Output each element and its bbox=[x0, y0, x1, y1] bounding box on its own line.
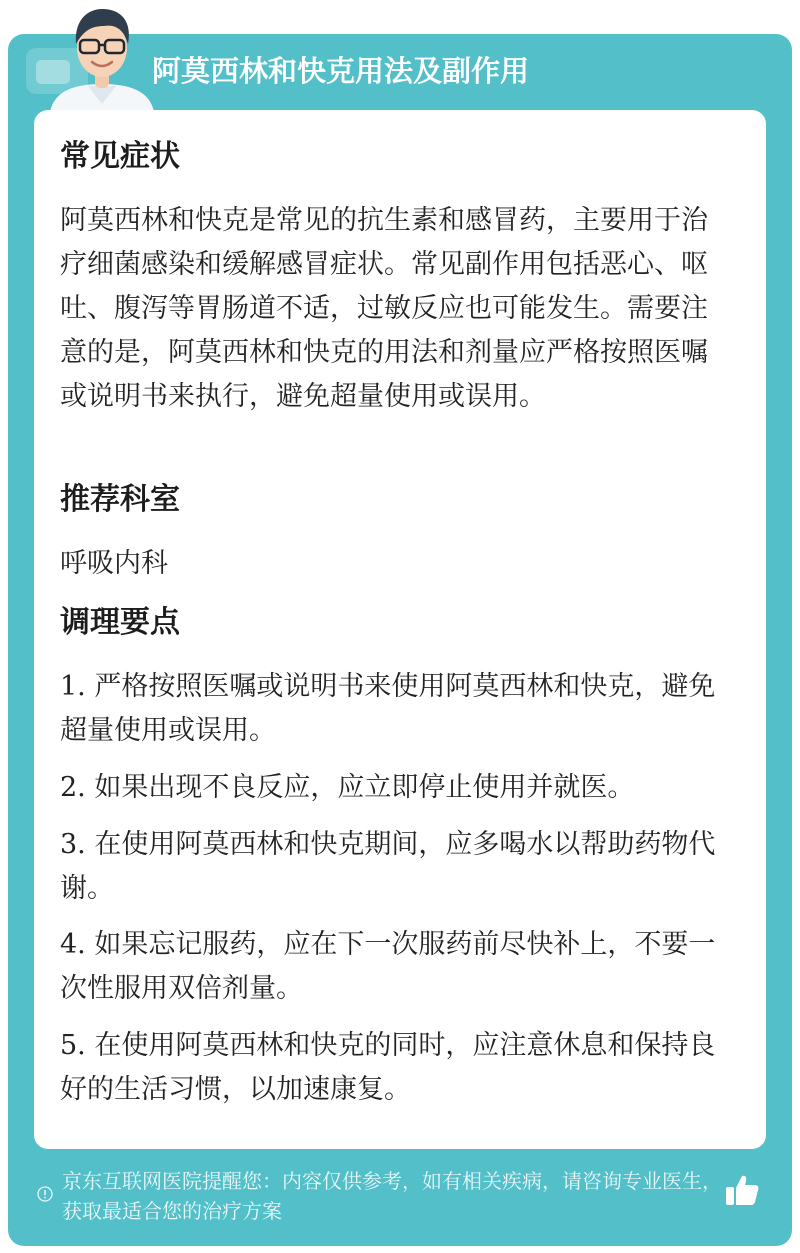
care-item-number: 4. bbox=[60, 929, 86, 960]
page-title: 阿莫西林和快克用法及副作用 bbox=[152, 54, 530, 88]
care-heading: 调理要点 bbox=[60, 605, 180, 640]
care-item bbox=[60, 823, 728, 911]
thumbs-up-icon[interactable] bbox=[724, 1172, 760, 1208]
care-item-number: 3. bbox=[60, 829, 86, 860]
care-item-text: 严格按照医嘱或说明书来使用阿莫西林和快克，避免超量使用或误用。 bbox=[60, 671, 716, 746]
care-item bbox=[60, 665, 728, 753]
care-item bbox=[60, 766, 728, 810]
care-item-number: 2. bbox=[60, 772, 86, 803]
symptoms-heading: 常见症状 bbox=[60, 139, 180, 174]
care-item-number: 1. bbox=[60, 671, 86, 702]
care-item bbox=[60, 923, 728, 1011]
care-item-text: 在使用阿莫西林和快克的同时，应注意休息和保持良好的生活习惯，以加速康复。 bbox=[60, 1030, 716, 1105]
department-text: 呼吸内科 bbox=[60, 548, 168, 579]
doctor-avatar-icon bbox=[46, 0, 158, 112]
care-item-text: 如果忘记服药，应在下一次服药前尽快补上，不要一次性服用双倍剂量。 bbox=[60, 929, 716, 1004]
care-item-number: 5. bbox=[60, 1030, 86, 1061]
care-item bbox=[60, 1024, 728, 1112]
department-heading: 推荐科室 bbox=[60, 482, 180, 517]
care-item-text: 如果出现不良反应，应立即停止使用并就医。 bbox=[94, 772, 635, 803]
info-icon bbox=[37, 1186, 53, 1202]
symptoms-text: 阿莫西林和快克是常见的抗生素和感冒药，主要用于治疗细菌感染和缓解感冒症状。常见副作用包括恶心、呕吐、腹泻等胃肠道不适，过敏反应也可能发生。需要注意的是，阿莫西林和快克的用法和剂量应严格按照医嘱或说明书来执行，避免超量使用或误用。 bbox=[60, 205, 708, 412]
care-item-text: 在使用阿莫西林和快克期间，应多喝水以帮助药物代谢。 bbox=[60, 829, 716, 904]
disclaimer-text: 京东互联网医院提醒您：内容仅供参考，如有相关疾病，请咨询专业医生，获取最适合您的治疗方案 bbox=[62, 1169, 722, 1223]
